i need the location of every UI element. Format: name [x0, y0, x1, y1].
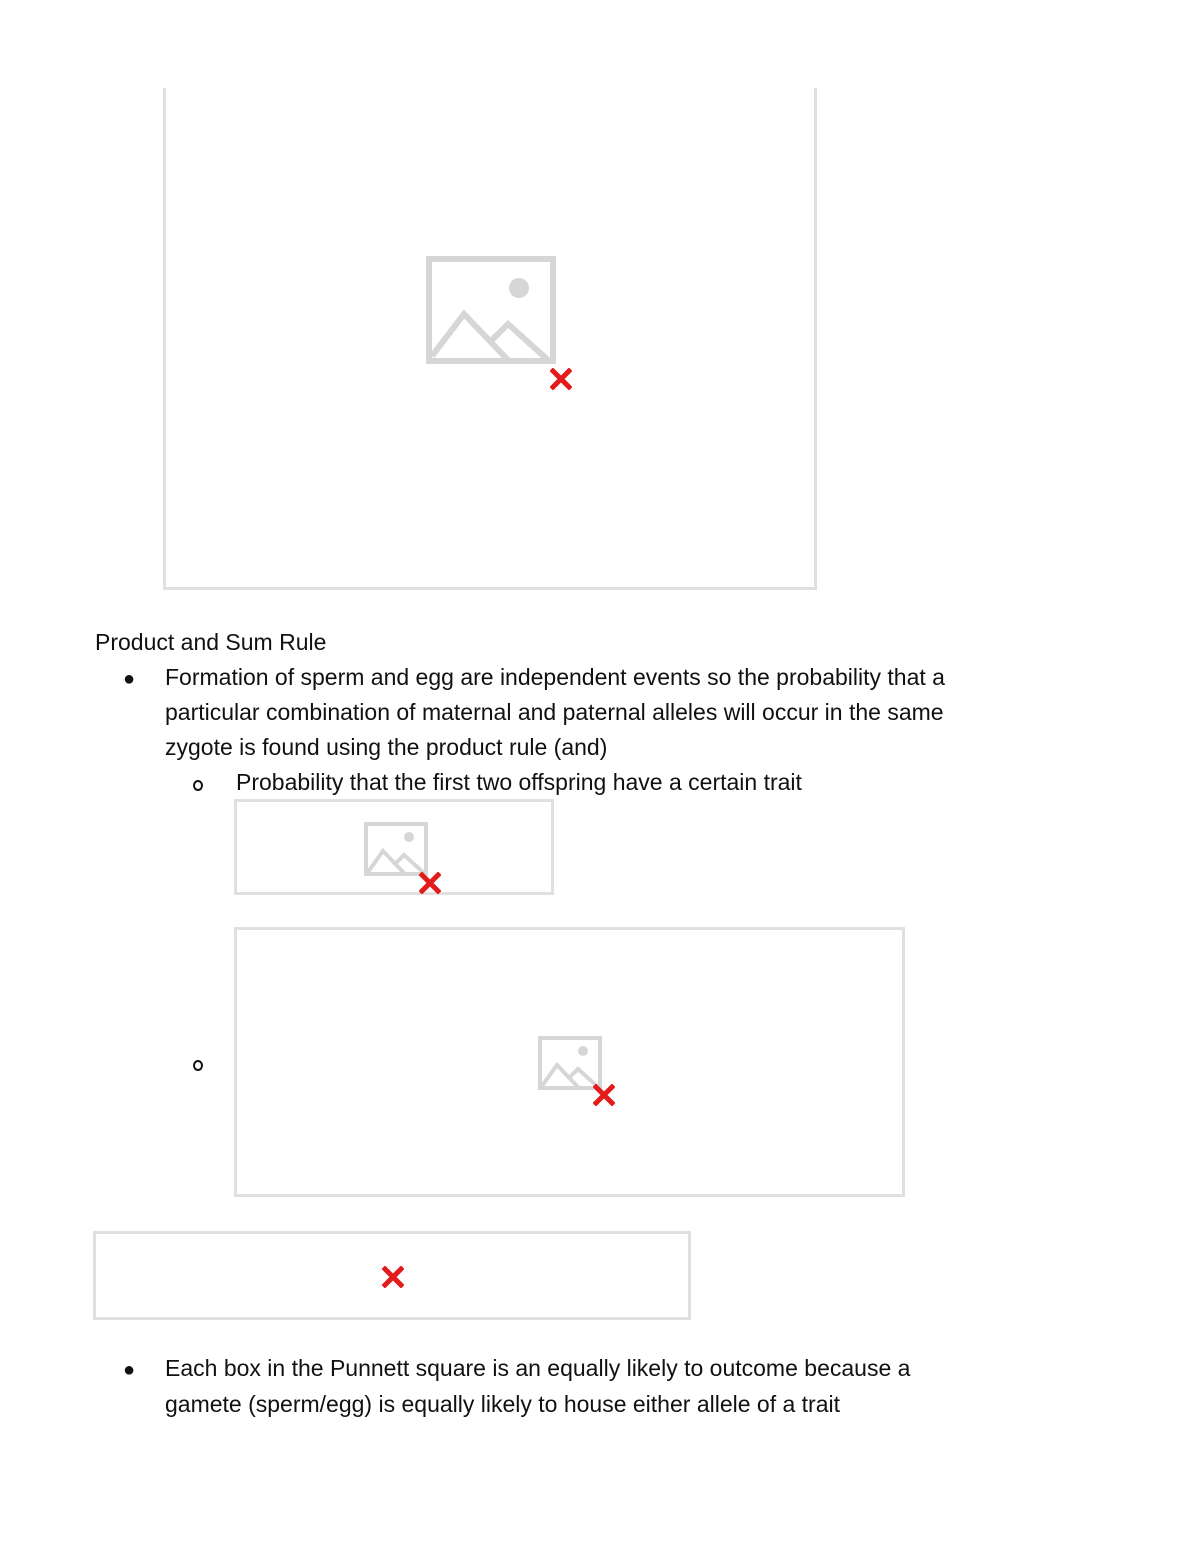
bullet-dot-icon: ●	[123, 1359, 136, 1381]
bullet1-line-3: zygote is found using the product rule (and)	[165, 734, 608, 760]
bullet2-line-2: gamete (sperm/egg) is equally likely to house either allele of a trait	[165, 1391, 841, 1417]
sub-bullet-1-text: Probability that the first two offspring have a certain trait	[236, 769, 802, 795]
red-x-icon	[550, 368, 572, 390]
sub-bullet-circle-icon	[193, 1060, 203, 1071]
red-x-icon	[382, 1266, 404, 1288]
image-placeholder-2	[234, 799, 554, 895]
image-placeholder-1	[163, 88, 817, 590]
image-placeholder-icon	[364, 822, 428, 876]
image-placeholder-icon	[538, 1036, 602, 1090]
image-placeholder-4	[93, 1231, 691, 1320]
bullet1-line-2: particular combination of maternal and paternal alleles will occur in the same	[165, 699, 944, 725]
bullet-dot-icon: ●	[123, 668, 136, 690]
image-placeholder-icon	[426, 256, 558, 366]
section-heading: Product and Sum Rule	[95, 629, 327, 655]
bullet2-line-1: Each box in the Punnett square is an equally likely to outcome because a	[165, 1355, 911, 1381]
red-x-icon	[593, 1084, 615, 1106]
sub-bullet-circle-icon	[193, 780, 203, 791]
bullet1-line-1: Formation of sperm and egg are independent events so the probability that a	[165, 664, 945, 690]
red-x-icon	[419, 872, 441, 894]
image-placeholder-3	[234, 927, 905, 1197]
